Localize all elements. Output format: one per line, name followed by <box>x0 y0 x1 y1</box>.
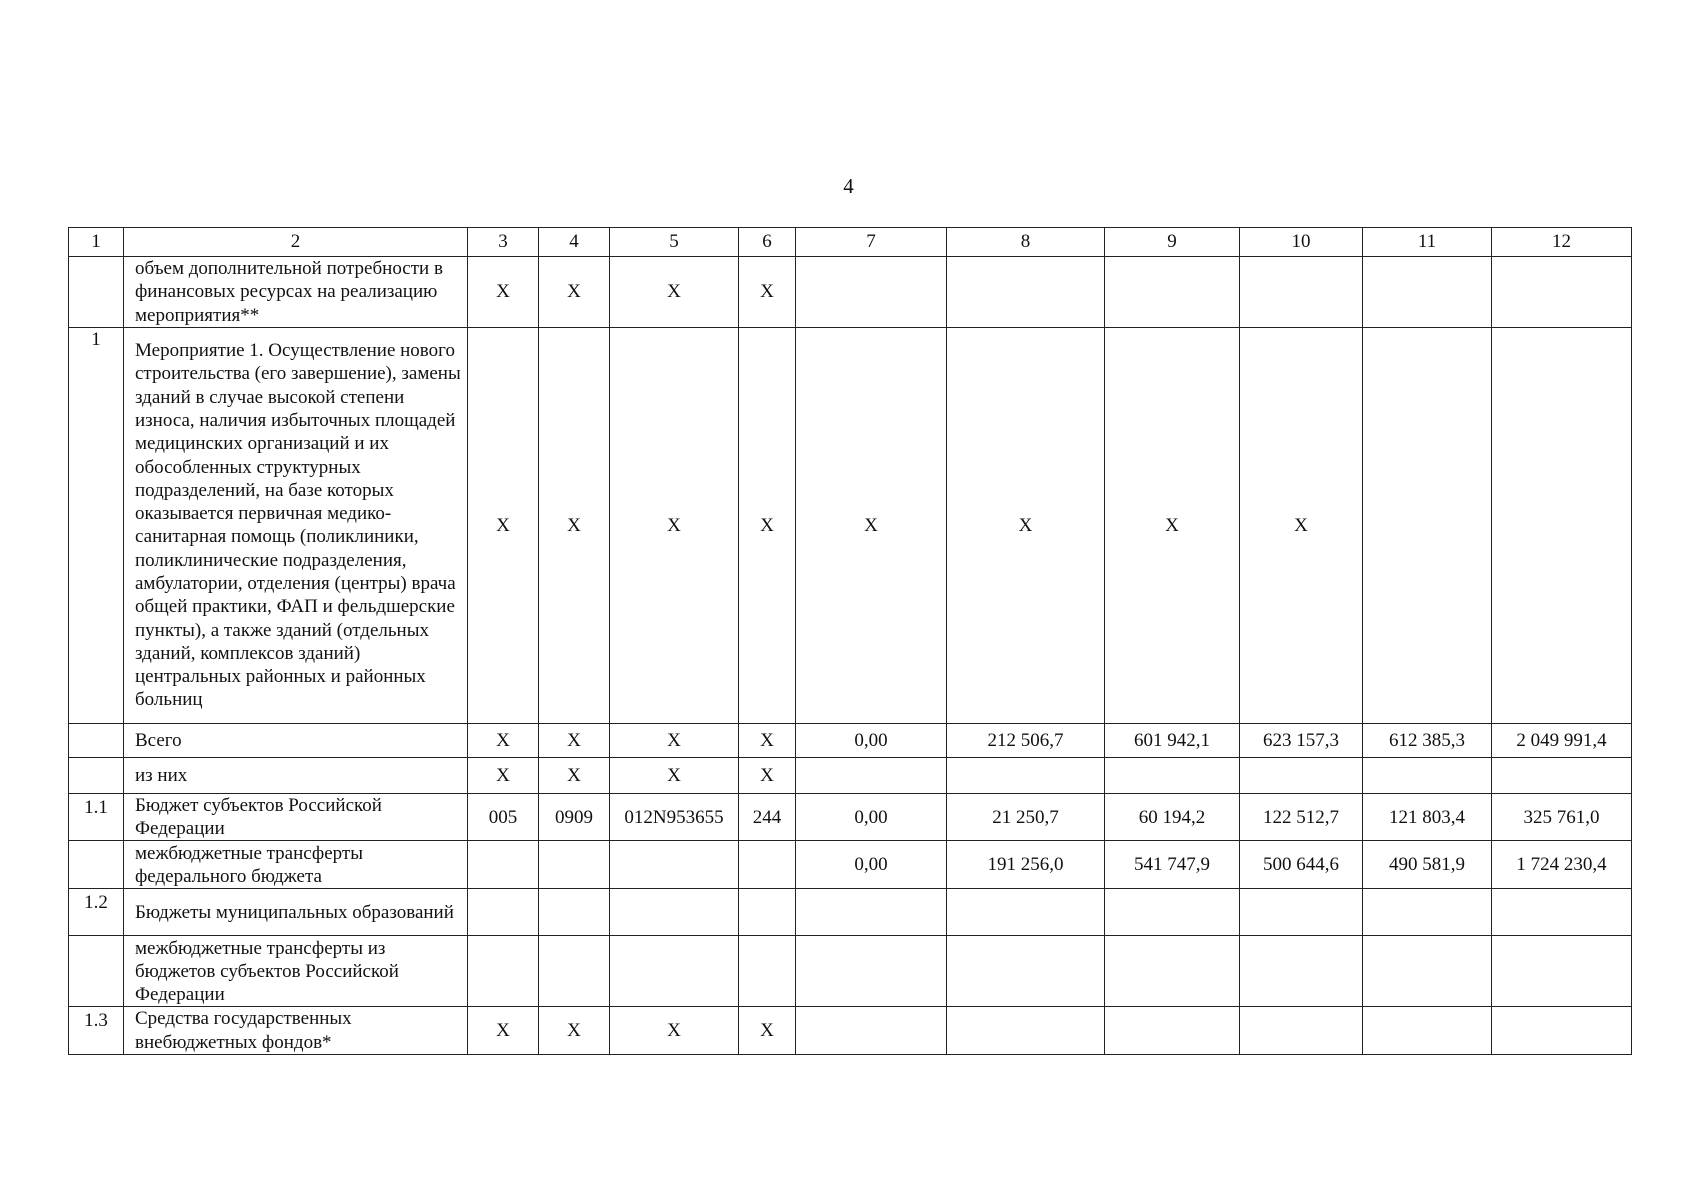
value-cell: 490 581,9 <box>1363 841 1492 889</box>
value-cell <box>1240 1007 1363 1055</box>
value-cell: X <box>739 1007 796 1055</box>
value-cell <box>1240 757 1363 793</box>
value-cell: X <box>947 327 1105 723</box>
value-cell: X <box>739 757 796 793</box>
value-cell <box>796 889 947 936</box>
value-cell <box>739 936 796 1007</box>
value-cell: X <box>539 1007 610 1055</box>
header-cell: 11 <box>1363 228 1492 257</box>
value-cell: 325 761,0 <box>1492 793 1632 841</box>
value-cell: 005 <box>468 793 539 841</box>
row-number-cell <box>69 936 124 1007</box>
value-cell <box>1492 936 1632 1007</box>
value-cell: X <box>539 327 610 723</box>
row-description-cell: Всего <box>124 723 468 757</box>
value-cell: 0909 <box>539 793 610 841</box>
table-row <box>69 889 1632 936</box>
value-cell: 612 385,3 <box>1363 723 1492 757</box>
value-cell: X <box>539 257 610 328</box>
value-cell <box>468 841 539 889</box>
value-cell <box>539 936 610 1007</box>
value-cell <box>1105 936 1240 1007</box>
row-number-cell: 1.1 <box>69 793 124 841</box>
value-cell <box>1240 889 1363 936</box>
value-cell <box>739 841 796 889</box>
value-cell <box>947 1007 1105 1055</box>
value-cell <box>468 936 539 1007</box>
value-cell <box>1492 257 1632 328</box>
value-cell: X <box>796 327 947 723</box>
value-cell: X <box>468 1007 539 1055</box>
value-cell: X <box>468 257 539 328</box>
header-cell: 9 <box>1105 228 1240 257</box>
value-cell: X <box>610 723 739 757</box>
table-row <box>69 723 1632 757</box>
value-cell: X <box>468 327 539 723</box>
value-cell: 2 049 991,4 <box>1492 723 1632 757</box>
value-cell <box>796 1007 947 1055</box>
value-cell <box>947 936 1105 1007</box>
table-row <box>69 757 1632 793</box>
value-cell: X <box>1105 327 1240 723</box>
row-number-cell: 1 <box>69 327 124 723</box>
value-cell <box>610 841 739 889</box>
table-row <box>69 1007 1632 1055</box>
value-cell: 244 <box>739 793 796 841</box>
header-cell: 3 <box>468 228 539 257</box>
value-cell <box>1363 757 1492 793</box>
value-cell: X <box>610 757 739 793</box>
header-cell: 10 <box>1240 228 1363 257</box>
value-cell: X <box>468 723 539 757</box>
value-cell: 191 256,0 <box>947 841 1105 889</box>
value-cell <box>739 889 796 936</box>
value-cell: 0,00 <box>796 841 947 889</box>
table-row <box>69 841 1632 889</box>
row-description-cell: межбюджетные трансферты федерального бюджета <box>124 841 468 889</box>
value-cell <box>947 757 1105 793</box>
value-cell <box>947 257 1105 328</box>
value-cell <box>1492 757 1632 793</box>
header-cell: 1 <box>69 228 124 257</box>
row-description-cell: межбюджетные трансферты из бюджетов субъектов Российской Федерации <box>124 936 468 1007</box>
value-cell: X <box>468 757 539 793</box>
row-description-cell: Мероприятие 1. Осуществление нового строительства (его завершение), замены зданий в случае высокой степени износа, наличия избыточных площадей медицинских организаций и их обособленных структурных подразделений, на базе которых оказывается первичная медико-санитарная помощь (поликлиники, поликлинические подразделения, амбулатории, отделения (центры) врача общей практики, ФАП и фельдшерские пункты), а также зданий (отдельных зданий, комплексов зданий) центральных районных и районных больниц <box>124 327 468 723</box>
table-row <box>69 257 1632 328</box>
value-cell <box>1363 327 1492 723</box>
value-cell <box>796 757 947 793</box>
value-cell: X <box>1240 327 1363 723</box>
row-number-cell <box>69 841 124 889</box>
value-cell <box>1492 1007 1632 1055</box>
header-cell: 7 <box>796 228 947 257</box>
row-number-cell: 1.3 <box>69 1007 124 1055</box>
value-cell <box>1363 936 1492 1007</box>
table-header-row <box>69 228 1632 257</box>
value-cell <box>1105 1007 1240 1055</box>
value-cell: 601 942,1 <box>1105 723 1240 757</box>
value-cell <box>1105 757 1240 793</box>
budget-table <box>68 227 1632 1055</box>
value-cell <box>610 936 739 1007</box>
value-cell: 212 506,7 <box>947 723 1105 757</box>
value-cell <box>539 841 610 889</box>
value-cell: 500 644,6 <box>1240 841 1363 889</box>
value-cell: 012N953655 <box>610 793 739 841</box>
row-number-cell <box>69 757 124 793</box>
value-cell <box>1363 257 1492 328</box>
value-cell: X <box>539 757 610 793</box>
value-cell <box>796 257 947 328</box>
header-cell: 4 <box>539 228 610 257</box>
value-cell: 1 724 230,4 <box>1492 841 1632 889</box>
value-cell: 0,00 <box>796 723 947 757</box>
value-cell <box>947 889 1105 936</box>
value-cell <box>468 889 539 936</box>
row-number-cell <box>69 257 124 328</box>
header-cell: 5 <box>610 228 739 257</box>
row-description-cell: Бюджет субъектов Российской Федерации <box>124 793 468 841</box>
value-cell: 0,00 <box>796 793 947 841</box>
table-body <box>69 228 1632 1055</box>
value-cell: X <box>539 723 610 757</box>
value-cell <box>1363 1007 1492 1055</box>
row-description-cell: Бюджеты муниципальных образований <box>124 889 468 936</box>
table-row <box>69 936 1632 1007</box>
row-description-cell: из них <box>124 757 468 793</box>
row-description-cell: Средства государственных внебюджетных фондов* <box>124 1007 468 1055</box>
row-number-cell <box>69 723 124 757</box>
value-cell <box>1363 889 1492 936</box>
value-cell: 21 250,7 <box>947 793 1105 841</box>
value-cell <box>1240 257 1363 328</box>
value-cell <box>1105 257 1240 328</box>
page-number: 4 <box>843 174 854 198</box>
row-number-cell: 1.2 <box>69 889 124 936</box>
value-cell: 60 194,2 <box>1105 793 1240 841</box>
header-cell: 12 <box>1492 228 1632 257</box>
table-row <box>69 327 1632 723</box>
value-cell: X <box>739 723 796 757</box>
header-cell: 6 <box>739 228 796 257</box>
value-cell: 623 157,3 <box>1240 723 1363 757</box>
row-description-cell: объем дополнительной потребности в финансовых ресурсах на реализацию мероприятия** <box>124 257 468 328</box>
value-cell: 121 803,4 <box>1363 793 1492 841</box>
value-cell <box>1240 936 1363 1007</box>
value-cell <box>1105 889 1240 936</box>
value-cell <box>1492 889 1632 936</box>
value-cell <box>796 936 947 1007</box>
header-cell: 2 <box>124 228 468 257</box>
value-cell <box>539 889 610 936</box>
value-cell <box>1492 327 1632 723</box>
value-cell: 122 512,7 <box>1240 793 1363 841</box>
value-cell: X <box>610 1007 739 1055</box>
value-cell: X <box>739 257 796 328</box>
header-cell: 8 <box>947 228 1105 257</box>
table-row <box>69 793 1632 841</box>
value-cell: 541 747,9 <box>1105 841 1240 889</box>
value-cell: X <box>739 327 796 723</box>
value-cell: X <box>610 327 739 723</box>
value-cell: X <box>610 257 739 328</box>
value-cell <box>610 889 739 936</box>
